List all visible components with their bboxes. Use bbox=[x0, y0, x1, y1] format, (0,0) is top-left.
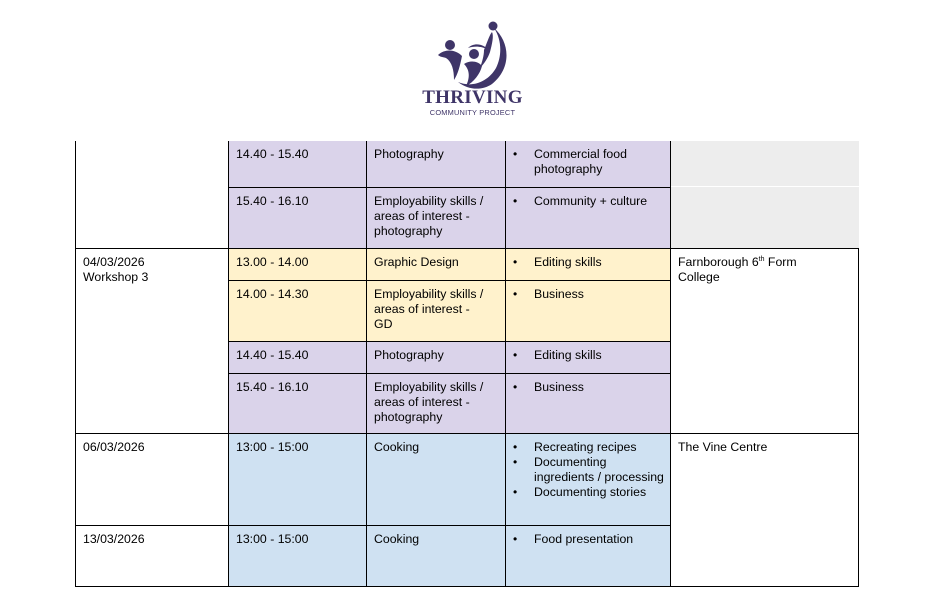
activity-text: Cooking bbox=[374, 532, 420, 546]
bullet-item: • Food presentation bbox=[513, 532, 664, 547]
location-text: Farnborough 6th Form bbox=[678, 255, 797, 269]
bullet-item: • Business bbox=[513, 287, 664, 302]
activity-text: Photography bbox=[374, 348, 444, 362]
location-cell-farnborough bbox=[670, 248, 859, 434]
content-cell bbox=[505, 187, 671, 249]
activity-cell bbox=[366, 525, 506, 587]
date-text: 04/03/2026 bbox=[83, 255, 145, 269]
logo-title: THRIVING bbox=[422, 87, 523, 108]
date-cell-06-03 bbox=[75, 433, 229, 526]
content-cell bbox=[505, 248, 671, 281]
content-cell bbox=[505, 525, 671, 587]
time-cell bbox=[228, 141, 367, 188]
activity-line: GD bbox=[374, 317, 393, 331]
logo-subtitle: COMMUNITY PROJECT bbox=[429, 108, 516, 117]
date-cell-04-03 bbox=[75, 248, 229, 434]
activity-line: Employability skills / bbox=[374, 194, 484, 208]
time-text: 15.40 - 16.10 bbox=[236, 194, 309, 208]
date-text: 13/03/2026 bbox=[83, 532, 145, 546]
time-text: 13:00 - 15:00 bbox=[236, 440, 309, 454]
activity-text: Graphic Design bbox=[374, 255, 459, 269]
activity-cell bbox=[366, 141, 506, 188]
date-text: 06/03/2026 bbox=[83, 440, 145, 454]
activity-cell bbox=[366, 433, 506, 526]
content-cell bbox=[505, 373, 671, 434]
bullet-item: • Commercial food photography bbox=[513, 147, 664, 177]
activity-cell bbox=[366, 280, 506, 342]
activity-line: Employability skills / bbox=[374, 380, 484, 394]
activity-cell bbox=[366, 341, 506, 374]
date-cell-continued bbox=[75, 141, 229, 249]
location-cell-vine-centre bbox=[670, 433, 859, 587]
bullet-item: • Community + culture bbox=[513, 194, 664, 209]
location-cell-empty bbox=[670, 141, 859, 186]
activity-line: areas of interest - bbox=[374, 209, 470, 223]
time-text: 13.00 - 14.00 bbox=[236, 255, 309, 269]
time-cell bbox=[228, 187, 367, 249]
bullet-item: • Editing skills bbox=[513, 348, 664, 363]
bullet-item: • Documenting stories bbox=[513, 485, 668, 500]
time-text: 14.40 - 15.40 bbox=[236, 147, 309, 161]
activity-cell bbox=[366, 187, 506, 249]
content-cell bbox=[505, 341, 671, 374]
workshop-label: Workshop 3 bbox=[83, 270, 149, 284]
activity-text: Cooking bbox=[374, 440, 420, 454]
bullet-item: • Documenting ingredients / processing bbox=[513, 455, 668, 485]
time-cell bbox=[228, 525, 367, 587]
activity-line: photography bbox=[374, 410, 443, 424]
date-cell-13-03 bbox=[75, 525, 229, 587]
time-text: 14.40 - 15.40 bbox=[236, 348, 309, 362]
location-text: The Vine Centre bbox=[678, 440, 768, 454]
time-text: 13:00 - 15:00 bbox=[236, 532, 309, 546]
time-cell bbox=[228, 248, 367, 281]
content-cell bbox=[505, 141, 671, 188]
activity-line: photography bbox=[374, 224, 443, 238]
location-cell-empty bbox=[670, 187, 859, 248]
time-cell bbox=[228, 433, 367, 526]
location-text-line2: College bbox=[678, 270, 720, 284]
time-text: 14.00 - 14.30 bbox=[236, 287, 309, 301]
thriving-logo bbox=[410, 18, 535, 123]
bullet-item: • Business bbox=[513, 380, 664, 395]
time-cell bbox=[228, 373, 367, 434]
time-cell bbox=[228, 280, 367, 342]
content-cell bbox=[505, 280, 671, 342]
content-cell bbox=[505, 433, 671, 526]
activity-cell bbox=[366, 373, 506, 434]
activity-line: areas of interest - bbox=[374, 395, 470, 409]
time-text: 15.40 - 16.10 bbox=[236, 380, 309, 394]
activity-line: areas of interest - bbox=[374, 302, 470, 316]
activity-cell bbox=[366, 248, 506, 281]
activity-text: Photography bbox=[374, 147, 444, 161]
bullet-item: • Editing skills bbox=[513, 255, 664, 270]
bullet-item: • Recreating recipes bbox=[513, 440, 668, 455]
time-cell bbox=[228, 341, 367, 374]
logo-figures-icon bbox=[410, 18, 535, 90]
activity-line: Employability skills / bbox=[374, 287, 484, 301]
